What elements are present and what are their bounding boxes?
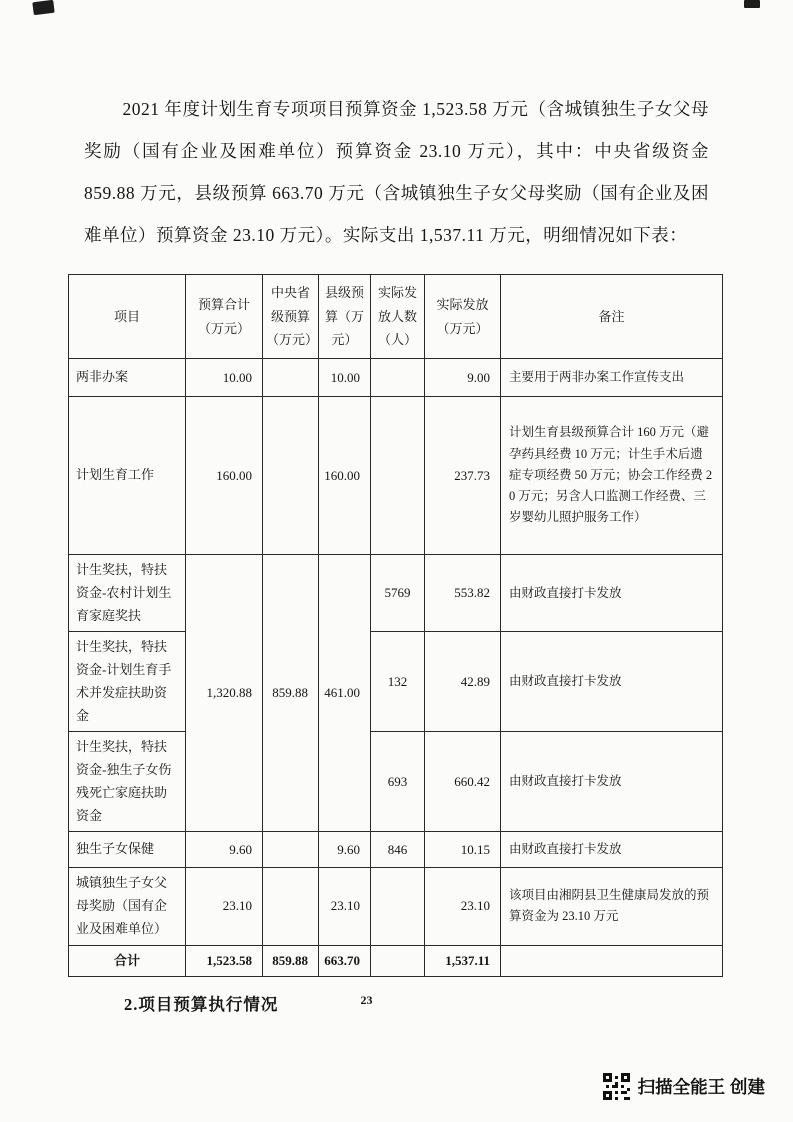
cell-central [263,359,319,397]
budget-table [68,274,723,977]
table-row [69,632,723,732]
cell-note: 由财政直接打卡发放 [501,732,723,832]
scanner-brand-text: 扫描全能王 创建 [637,1077,765,1097]
cell-county: 23.10 [319,868,371,945]
cell-county: 9.60 [319,832,371,868]
cell-budget-total: 9.60 [186,832,263,868]
col-header-actual-paid: 实际发放（万元） [425,275,501,359]
cell-note: 计划生育县级预算合计 160 万元（避孕药具经费 10 万元；计生手术后遗症专项经费 50 万元；协会工作经费 20 万元；另含人口监测工作经费、三岁婴幼儿照护服务工作） [501,397,723,555]
table-row [69,397,723,555]
cell-people: 693 [371,732,425,832]
cell-budget-total: 160.00 [186,397,263,555]
cell-note: 由财政直接打卡发放 [501,555,723,632]
cell-actual: 42.89 [425,632,501,732]
cell-note: 该项目由湘阴县卫生健康局发放的预算资金为 23.10 万元 [501,868,723,945]
cell-people [371,945,425,977]
cell-people: 132 [371,632,425,732]
scan-artifact-top-left [32,0,54,15]
qr-code-icon [603,1073,630,1100]
cell-budget-total: 10.00 [186,359,263,397]
intro-paragraph: 2021 年度计划生育专项项目预算资金 1,523.58 万元（含城镇独生子女父母奖励（国有企业及困难单位）预算资金 23.10 万元），其中：中央省级资金 859.88 万元，县级预算 663.70 万元（含城镇独生子女父母奖励（国有企业及困难单位）预算资金 23.10 万元）。实际支出 1,537.11 万元，明细情况如下表： [84,99,709,245]
cell-budget-total-merged: 1,320.88 [186,555,263,832]
cell-central-merged: 859.88 [263,555,319,832]
cell-people [371,868,425,945]
cell-note: 由财政直接打卡发放 [501,632,723,732]
table-row [69,832,723,868]
cell-budget-total: 23.10 [186,868,263,945]
col-header-budget-total: 预算合计（万元） [186,275,263,359]
cell-actual: 1,537.11 [425,945,501,977]
table-row [69,868,723,945]
cell-project: 计生奖扶，特扶资金-独生子女伤残死亡家庭扶助资金 [69,732,186,832]
scan-artifact-top-right [744,0,760,8]
col-header-remarks: 备注 [501,275,723,359]
cell-project: 计划生育工作 [69,397,186,555]
cell-actual: 10.15 [425,832,501,868]
cell-people [371,359,425,397]
cell-actual: 660.42 [425,732,501,832]
cell-central [263,832,319,868]
cell-note [501,945,723,977]
cell-people: 846 [371,832,425,868]
cell-note: 主要用于两非办案工作宣传支出 [501,359,723,397]
col-header-central-budget: 中央省级预算（万元） [263,275,319,359]
cell-project: 计生奖扶，特扶资金-农村计划生育家庭奖扶 [69,555,186,632]
cell-actual: 23.10 [425,868,501,945]
cell-people: 5769 [371,555,425,632]
cell-actual: 553.82 [425,555,501,632]
cell-note: 由财政直接打卡发放 [501,832,723,868]
cell-people [371,397,425,555]
col-header-county-budget: 县级预算（万元） [319,275,371,359]
col-header-project: 项目 [69,275,186,359]
cell-county: 663.70 [319,945,371,977]
table-row [69,732,723,832]
page-number: 23 [360,993,373,1007]
table-row [69,359,723,397]
cell-county: 160.00 [319,397,371,555]
col-header-people-count: 实际发放人数（人） [371,275,425,359]
cell-central: 859.88 [263,945,319,977]
table-total-row [69,945,723,977]
cell-central [263,397,319,555]
scanner-watermark [603,1073,765,1100]
cell-project: 独生子女保健 [69,832,186,868]
table-row [69,555,723,632]
cell-project: 城镇独生子女父母奖励（国有企业及困难单位） [69,868,186,945]
cell-county: 10.00 [319,359,371,397]
cell-project: 两非办案 [69,359,186,397]
cell-actual: 9.00 [425,359,501,397]
cell-budget-total: 1,523.58 [186,945,263,977]
cell-county-merged: 461.00 [319,555,371,832]
cell-project: 计生奖扶，特扶资金-计划生育手术并发症扶助资金 [69,632,186,732]
table-header-row [69,275,723,359]
cell-central [263,868,319,945]
cell-actual: 237.73 [425,397,501,555]
cell-project: 合计 [69,945,186,977]
section-heading: 2.项目预算执行情况 [124,995,279,1015]
